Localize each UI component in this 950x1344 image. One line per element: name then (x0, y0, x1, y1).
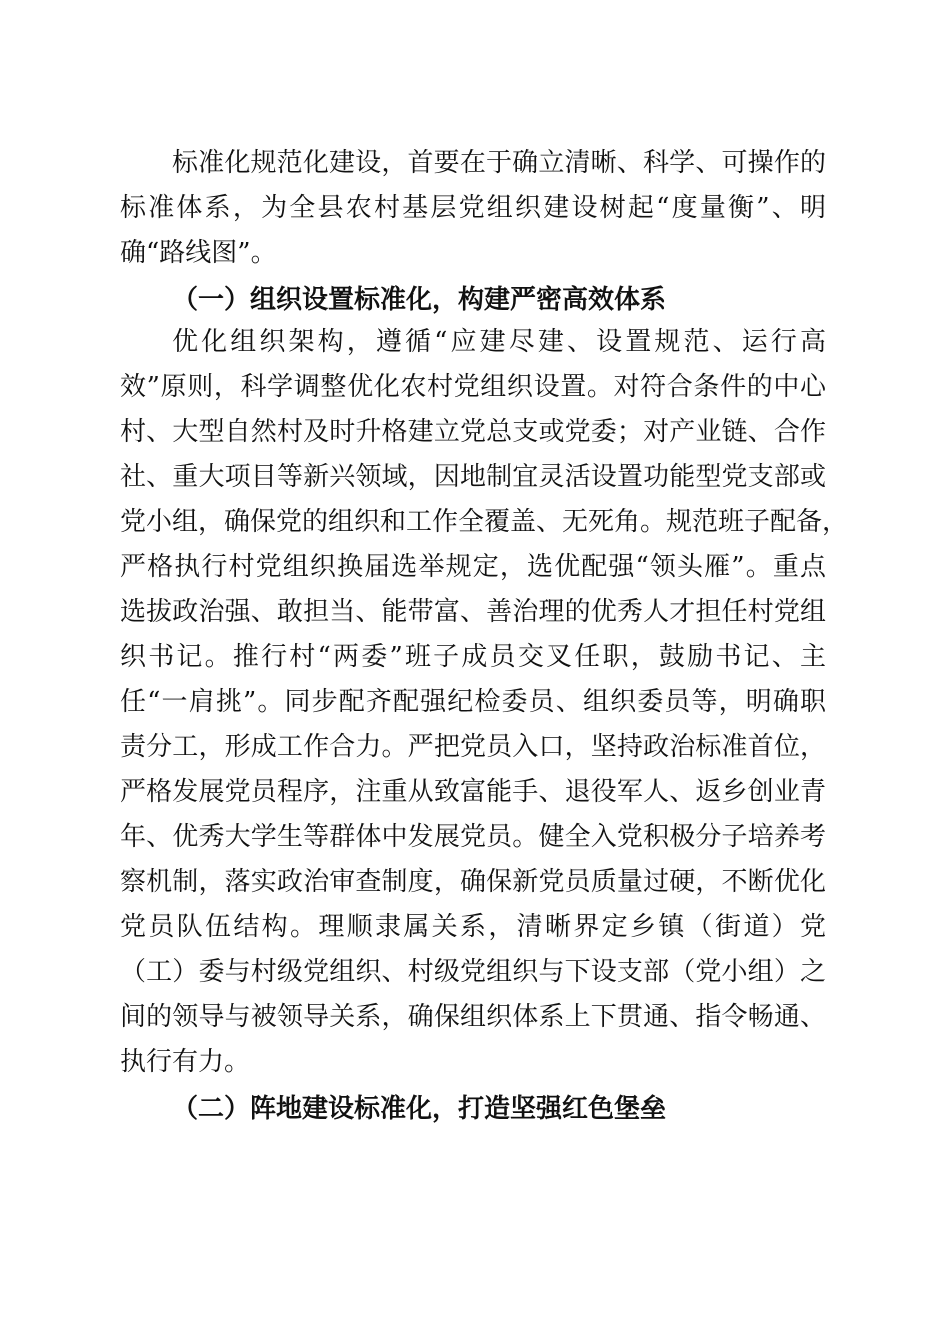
section-2-heading: （二）阵地建设标准化，打造坚强红色堡垒 (172, 1094, 667, 1124)
paragraph-line: 党小组，确保党的组织和工作全覆盖、无死角。规范班子配备， (120, 507, 849, 537)
paragraph-line: 效”原则，科学调整优化农村党组织设置。对符合条件的中心 (120, 372, 826, 402)
paragraph-line: 执行有力。 (120, 1047, 251, 1077)
intro-line-3: 确“路线图”。 (120, 238, 277, 268)
paragraph-line: 社、重大项目等新兴领域，因地制宜灵活设置功能型党支部或 (120, 462, 826, 492)
paragraph-line: 任“一肩挑”。同步配齐配强纪检委员、组织委员等，明确职 (120, 687, 826, 717)
paragraph-line: 织书记。推行村“两委”班子成员交叉任职，鼓励书记、主 (120, 642, 826, 672)
paragraph-line: 选拔政治强、敢担当、能带富、善治理的优秀人才担任村党组 (120, 597, 826, 627)
paragraph-line: 年、优秀大学生等群体中发展党员。健全入党积极分子培养考 (120, 822, 826, 852)
intro-line-1: 标准化规范化建设，首要在于确立清晰、科学、可操作的 (172, 148, 826, 178)
section-1-heading: （一）组织设置标准化，构建严密高效体系 (172, 285, 667, 315)
paragraph-line: 优化组织架构，遵循“应建尽建、设置规范、运行高 (172, 327, 826, 357)
paragraph-line: 严格执行村党组织换届选举规定，选优配强“领头雁”。重点 (120, 552, 826, 582)
paragraph-line: 察机制，落实政治审查制度，确保新党员质量过硬，不断优化 (120, 867, 826, 897)
paragraph-line: （工）委与村级党组织、村级党组织与下设支部（党小组）之 (120, 957, 826, 987)
paragraph-line: 间的领导与被领导关系，确保组织体系上下贯通、指令畅通、 (120, 1002, 826, 1032)
paragraph-line: 党员队伍结构。理顺隶属关系，清晰界定乡镇（街道）党 (120, 912, 826, 942)
paragraph-line: 村、大型自然村及时升格建立党总支或党委；对产业链、合作 (120, 417, 826, 447)
intro-line-2: 标准体系，为全县农村基层党组织建设树起“度量衡”、明 (120, 193, 826, 223)
paragraph-line: 责分工，形成工作合力。严把党员入口，坚持政治标准首位， (120, 732, 826, 762)
paragraph-line: 严格发展党员程序，注重从致富能手、退役军人、返乡创业青 (120, 777, 826, 807)
